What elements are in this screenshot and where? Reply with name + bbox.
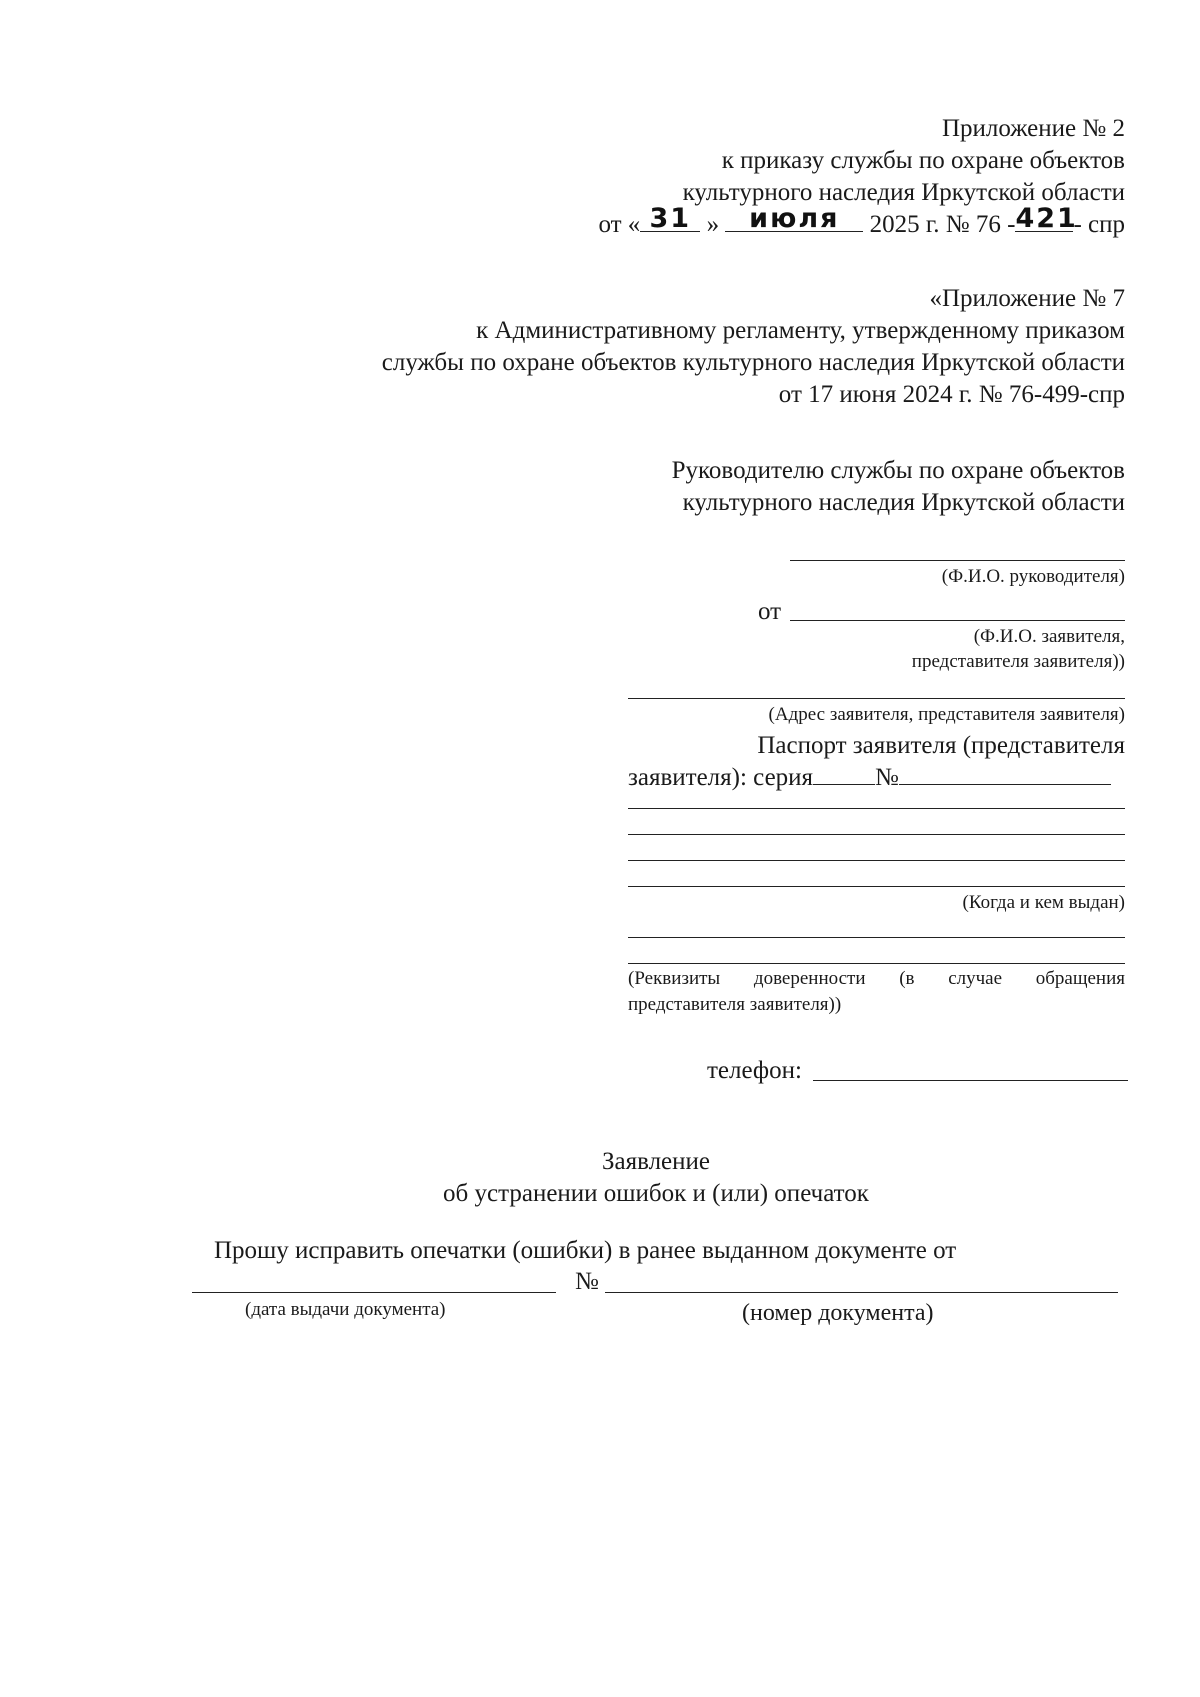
passport-label: Паспорт заявителя (представителя <box>757 732 1125 759</box>
issued-line-2 <box>628 834 1125 835</box>
handwritten-day: 31 <box>649 203 692 234</box>
order-appendix-line3: культурного наследия Иркутской области <box>682 179 1125 206</box>
phone-line <box>813 1080 1128 1081</box>
day-field <box>640 203 700 234</box>
applicant-caption-2: представителя заявителя)) <box>911 651 1125 672</box>
document-number-caption: (номер документа) <box>742 1300 934 1326</box>
issued-caption: (Когда и кем выдан) <box>962 892 1125 913</box>
order-date-line <box>598 203 1125 241</box>
issued-line-3 <box>628 860 1125 861</box>
address-caption: (Адрес заявителя, представителя заявителя) <box>768 704 1125 725</box>
document-number-line <box>605 1292 1118 1293</box>
quote-close: » <box>706 211 720 238</box>
head-name-caption: (Ф.И.О. руководителя) <box>941 566 1125 587</box>
phone-label: телефон: <box>707 1057 802 1084</box>
issue-date-caption: (дата выдачи документа) <box>245 1299 446 1320</box>
applicant-name-line <box>790 620 1125 621</box>
order-suffix: - спр <box>1073 211 1125 238</box>
passport-series-label: заявителя): серия <box>628 764 814 791</box>
regulation-line4: от 17 июня 2024 г. № 76-499-спр <box>778 381 1125 408</box>
date-prefix: от « <box>598 211 641 238</box>
document-subtitle: об устранении ошибок и (или) опечаток <box>443 1180 869 1207</box>
poa-caption-line1: (Реквизиты доверенности (в случае обращения <box>628 968 1125 989</box>
regulation-line3: службы по охране объектов культурного наследия Иркутской области <box>381 349 1125 376</box>
passport-number-field <box>899 762 1111 785</box>
issue-date-line <box>192 1292 556 1293</box>
passport-number-sign: № <box>875 764 899 791</box>
handwritten-month: июля <box>749 203 840 234</box>
addressee-line2: культурного наследия Иркутской области <box>682 489 1125 516</box>
order-appendix-line2: к приказу службы по охране объектов <box>721 147 1125 174</box>
passport-series-field <box>813 762 875 785</box>
number-field <box>1015 203 1078 234</box>
order-appendix-title: Приложение № 2 <box>941 115 1125 142</box>
address-line <box>628 698 1125 699</box>
poa-line-2 <box>628 963 1125 964</box>
document-title: Заявление <box>601 1148 711 1175</box>
head-name-line <box>790 560 1125 561</box>
year-text: 2025 г. № 76 - <box>869 211 1016 238</box>
month-field <box>725 203 863 234</box>
poa-line-1 <box>628 937 1125 938</box>
applicant-caption-1: (Ф.И.О. заявителя, <box>973 626 1125 647</box>
passport-series-line <box>628 762 1125 794</box>
issued-line-4 <box>628 886 1125 887</box>
from-label: от <box>758 598 782 625</box>
regulation-appendix-title: «Приложение № 7 <box>929 285 1125 312</box>
addressee-line1: Руководителю службы по охране объектов <box>671 457 1125 484</box>
regulation-line2: к Административному регламенту, утвержденному приказом <box>476 317 1125 344</box>
request-text: Прошу исправить опечатки (ошибки) в ранее выданном документе от <box>214 1237 957 1264</box>
handwritten-number: 421 <box>1015 203 1078 234</box>
document-number-sign: № <box>575 1268 599 1295</box>
issued-line-1 <box>628 808 1125 809</box>
poa-caption-line2: представителя заявителя)) <box>628 994 842 1015</box>
